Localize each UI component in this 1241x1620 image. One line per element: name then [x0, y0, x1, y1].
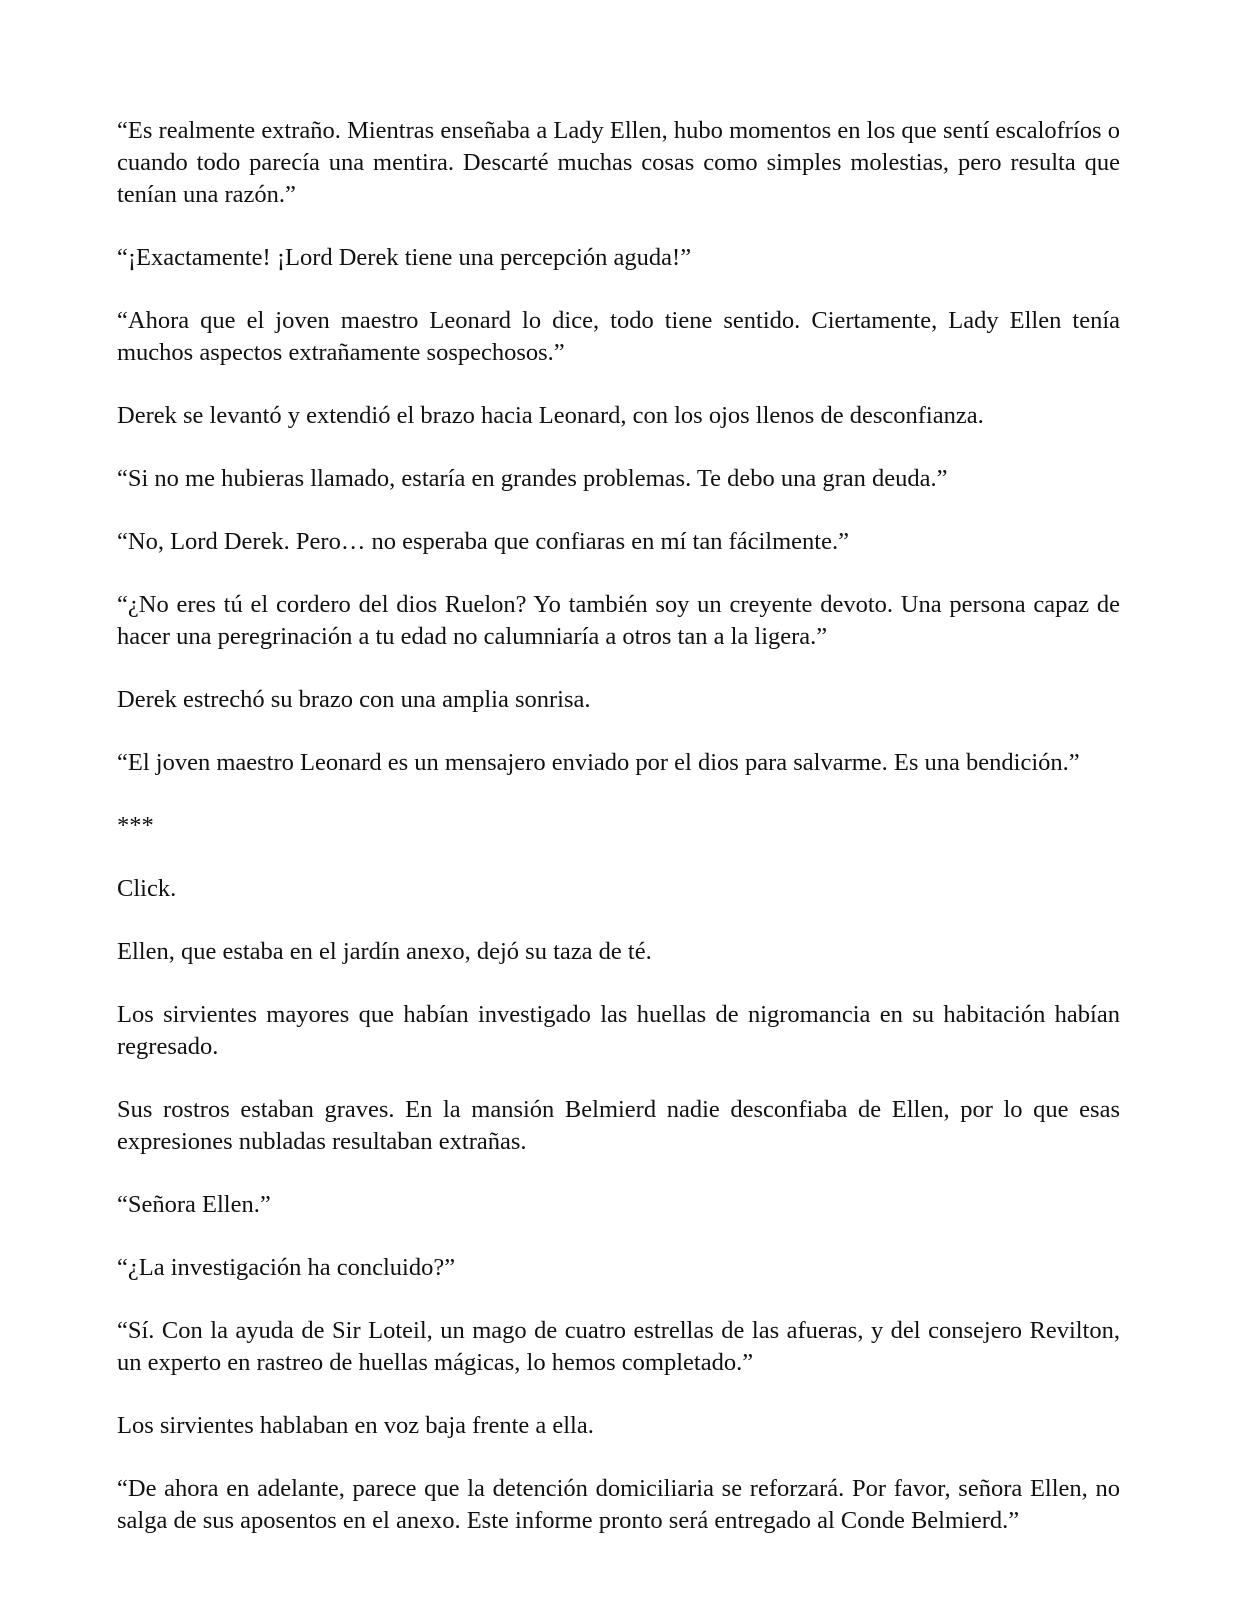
paragraph-19: “De ahora en adelante, parece que la detención domiciliaria se reforzará. Por favor, señora Ellen, no salga de sus aposentos en el anexo. Este informe pronto será entregado al Conde Belmierd.” — [117, 1475, 1120, 1534]
paragraph-1: “Es realmente extraño. Mientras enseñaba a Lady Ellen, hubo momentos en los que sentí escalofríos o cuando todo parecía una mentira. Descarté muchas cosas como simples molestias, pero resulta que tenían una razón.” — [117, 117, 1120, 208]
paragraph-4: Derek se levantó y extendió el brazo hacia Leonard, con los ojos llenos de desconfianza. — [117, 402, 984, 429]
paragraph-15: “Señora Ellen.” — [117, 1191, 271, 1218]
paragraph-3: “Ahora que el joven maestro Leonard lo dice, todo tiene sentido. Ciertamente, Lady Ellen tenía muchos aspectos extrañamente sospechosos.” — [117, 307, 1120, 366]
paragraph-16: “¿La investigación ha concluido?” — [117, 1254, 456, 1281]
paragraph-9: “El joven maestro Leonard es un mensajero enviado por el dios para salvarme. Es una bendición.” — [117, 749, 1080, 776]
paragraph-5: “Si no me hubieras llamado, estaría en grandes problemas. Te debo una gran deuda.” — [117, 465, 948, 492]
paragraph-8: Derek estrechó su brazo con una amplia sonrisa. — [117, 686, 591, 713]
paragraph-12: Ellen, que estaba en el jardín anexo, dejó su taza de té. — [117, 938, 652, 965]
paragraph-7: “¿No eres tú el cordero del dios Ruelon? Yo también soy un creyente devoto. Una persona capaz de hacer una peregrinación a tu edad no calumniaría a otros tan a la ligera.” — [117, 591, 1120, 650]
paragraph-17: “Sí. Con la ayuda de Sir Loteil, un mago de cuatro estrellas de las afueras, y del consejero Revilton, un experto en rastreo de huellas mágicas, lo hemos completado.” — [117, 1317, 1120, 1376]
scene-break: *** — [117, 812, 154, 839]
paragraph-11: Click. — [117, 875, 177, 902]
paragraph-13: Los sirvientes mayores que habían investigado las huellas de nigromancia en su habitación habían regresado. — [117, 1001, 1120, 1060]
paragraph-2: “¡Exactamente! ¡Lord Derek tiene una percepción aguda!” — [117, 244, 692, 271]
paragraph-6: “No, Lord Derek. Pero… no esperaba que confiaras en mí tan fácilmente.” — [117, 528, 849, 555]
paragraph-18: Los sirvientes hablaban en voz baja frente a ella. — [117, 1412, 594, 1439]
paragraph-14: Sus rostros estaban graves. En la mansión Belmierd nadie desconfiaba de Ellen, por lo que esas expresiones nubladas resultaban extrañas. — [117, 1096, 1120, 1155]
document-page — [117, 115, 1120, 1537]
